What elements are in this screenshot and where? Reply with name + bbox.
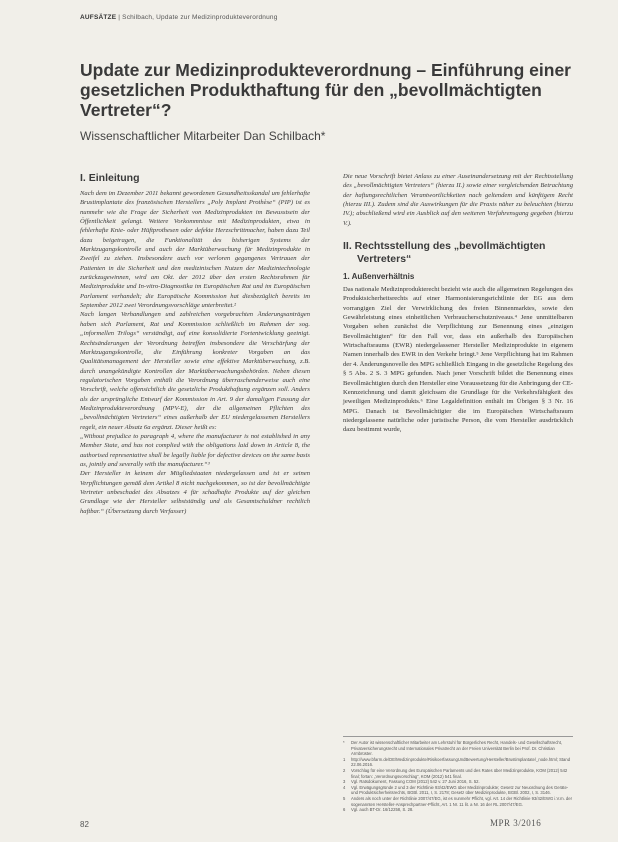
footnote: 2 Vorschlag für eine Verordnung des Europäischen Parlaments und des Rates über Medizinprodukte, KOM (2012) 542 final; fortan: „Verordnungsvorschlag“, KOM (2012) 541 final.: [343, 767, 568, 779]
subheading-aussenverhaeltnis: 1. Außenverhältnis: [343, 272, 415, 282]
footnote: * Der Autor ist wissenschaftlicher Mitarbeiter am Lehrstuhl für Bürgerliches Recht, Handels- und Gesellschaftsrecht, Privatversicherungsrecht und Internationales Privatrecht an der Freien Universität Berlin bei Prof. Dr. Christian Armbrüster.: [343, 740, 563, 757]
footnote: 6 Vgl. auch BT-Dr. 16/12258, S. 28.: [343, 807, 414, 813]
footnote: 1 http://www.bfarm.de/DE/Medizinprodukte/RisikoerfassungUndBewertung/Hersteller/Brustimplantate/_node.html; Stand 22.06.2016.: [343, 756, 571, 768]
left-column: [80, 172, 310, 516]
footnote: 4 Vgl. Erwägungsgründe 2 und 3 der Richtlinie 93/42/EWG über Medizinprodukte; Gesetz zur Neuordnung des Geräte- und Produktsicherheitsrechts, BGBl. 2011, I, S. 2178; Gesetz über Medizinprodukte, BGBl. 2002, I, S. 3146.: [343, 784, 569, 796]
outline-paragraph: Die neue Vorschrift bietet Anlass zu einer Auseinandersetzung mit der Rechtsstellung des „bevollmächtigten Vertreters“ (hierzu II.) sowie einer vergleichenden Betrachtung der haftungsrechtlichen Verantwortlichkeiten nach geltendem und künftigem Recht (hierzu III.). Zudem sind die Auswirkungen für die Praxis näher zu beleuchten (hierzu IV.); abschließend wird ein Ausblick auf den weiteren Verfahrensgang gegeben (hierzu V.).: [343, 173, 573, 227]
footnote: 5 Anders als noch unter der Richtlinie 2007/47/EG, ist es nunmehr Pflicht, vgl. Art. 14 der Richtlinie 93/42/EWG i.V.m. der sogenannten Hersteller-Ansprechpartner-Pflicht, Art. 1 Nr. 11 lit. a Nr. 16 der RL 2007/47/EG.: [343, 795, 572, 807]
intro-paragraph: Nach dem im Dezember 2011 bekannt gewordenen Gesundheitsskandal um fehlerhafte Brustimplantate des französischen Herstellers „Poly Implant Prothèse“ (PIP) ist es nunmehr wie die Frage der Sicherheit von Medizinprodukten im Bewusstsein der Öffentlichkeit gelangt. Weitere Vorkommnisse mit Medizinprodukten, etwa in fehlerhafte Knie- oder Hüftprothesen oder defekte Herzschrittmacher, haben dazu Teil dazu beigetragen, die Funktionalität des bisherigen Systems der Marktzugangskontrolle und auch der Marktüberwachung für Medizinprodukte in Zweifel zu ziehen. Insbesondere auch vor verloren gegangenes Vertrauen der Patienten in die Sicherheit und den medizinischen Nutzen der Medizintechnologie zurückzugewinnen, wird am Okt. der 2012 über den ersten Rechtsrahmen für Medizinprodukte und In-vitro-Diagnostika im Europäischen Rat und im Europäischen Parlament verhandelt; die Europäische Kommission hat diesbezüglich bereits im September 2012 zwei Verordnungsvorschläge unterbreitet.²: [80, 190, 310, 310]
header-topic: Schilbach, Update zur Medizinprodukteverordnung: [122, 14, 278, 21]
footnotes: [343, 736, 573, 813]
section-heading-rechtsstellung: II. Rechtsstellung des „bevollmächtigten Vertreters“: [343, 240, 546, 266]
journal-issue: MPR 3/2016: [490, 818, 542, 828]
right-column: [343, 172, 573, 435]
article-title: Update zur Medizinprodukteverordnung – Einführung einer gesetzlichen Produkthaftung für den „bevollmächtigten Vertreter“?: [80, 60, 571, 120]
negotiation-paragraph: Nach langen Verhandlungen und zahlreichen vorgebrachten Änderungsanträgen haben sich Parlament, Rat und Kommission schließlich im Rahmen der sog. „informellen Trilogs“ verständigt, auf eine konsolidierte Fortentwicklung geeinigt. Rechtsänderungen der Verordnung betreffen insbesondere die Verschärfung der Marktzugangskontrolle, die Einführung konkreter Vorgaben an das Qualitätsmanagement der Hersteller sowie eine effektive Marktüberwachung, z.B. durch unangekündigte Kontrollen der Marktüberwachungsbehörden. Neben diesen regulatorischen Vorgaben enthält die Verordnung überraschenderweise auch eine Vorschrift, welche offensichtlich die gesetzliche Produkthaftung ergänzen soll. Anders als der ursprüngliche Entwurf der Kommission in Art. 9 der damaligen Fassung der Medizinprodukteverordnung (MPV-E), der die allgemeinen Pflichten des „bevollmächtigten Vertreters“ eines außerhalb der EU niedergelassenen Herstellers regelt, ein neuer Absatz 6a ergänzt. Dieser heißt es:: [80, 311, 310, 431]
author-line: Wissenschaftlicher Mitarbeiter Dan Schilbach*: [80, 129, 326, 143]
translation-paragraph: Der Hersteller in keinem der Mitgliedstaaten niedergelassen und ist er seinen Verpflichtungen gemäß dem Artikel 8 nicht nachgekommen, so ist der bevollmächtigte Vertreter unbeschadet des Absatzes 4 für schadhafte Produkte auf der gleichen Grundlage wie der Hersteller selbstständig und als Gesamtschuldner rechtlich haftbar.“ (Übersetzung durch Verfasser): [80, 470, 310, 515]
body-paragraph: Das nationale Medizinprodukterecht bezieht wie auch die allgemeinen Regelungen des Produktsicherheitsrechts auf einer Harmonisierungsrichtlinie der EG aus dem vorrangigen Ziel der Verwirklichung des freien Binnenmarktes, sowie den Gewährleistung eines einheitlichen Verbraucherschutzniveaus.⁴ Jene unmittelbaren Vorgaben sehen zunächst die Verpflichtung zur Benennung eines „einzigen Bevollmächtigten“ für den Fall vor, dass ein außerhalb des Europäischen Wirtschaftsraums (EWR) niedergelassener Hersteller Medizinprodukte in eigenem Namen innerhalb des EWR in den Verkehr bringt.⁵ Jene Verpflichtung hat im Rahmen der 4. Änderungsnovelle des MPG schließlich Eingang in die gesetzliche Regelung des § 5 Abs. 2 S. 3 MPG gefunden. Nach jener Vorschrift bildet die Benennung eines Bevollmächtigten durch den Hersteller eine Voraussetzung für die Anbringung der CE-Kennzeichnung und damit gleichsam die Grundlage für die Verkehrsfähigkeit des jeweiligen Medizinprodukts.⁶ Eine Legaldefinition enthält im Übrigen § 3 Nr. 16 MPG. Danach ist Bevollmächtigter die im Europäischen Wirtschaftsraum niedergelassene natürliche oder juristische Person, die vom Hersteller ausdrücklich dazu bestimmt wurde,: [343, 286, 573, 434]
header-separator: |: [116, 14, 123, 21]
section-label: AUFSÄTZE: [80, 14, 117, 21]
section-heading-einleitung: I. Einleitung: [80, 172, 140, 184]
footnote: 3 Vgl. Ratsdokument, Fassung COM (2012) 542 v. 27 Juni 2016, S. 52.: [343, 779, 480, 785]
page-number: 82: [80, 820, 89, 829]
regulation-quote: „Without prejudice to paragraph 4, where the manufacturer is not established in any Member State, and has not complied with the obligations laid down in Article 8, the authorised representative shall be legally liable for defective devices on the same basis as, jointly and severally with the manufacturer.“³: [80, 432, 310, 468]
running-header: [80, 14, 560, 21]
